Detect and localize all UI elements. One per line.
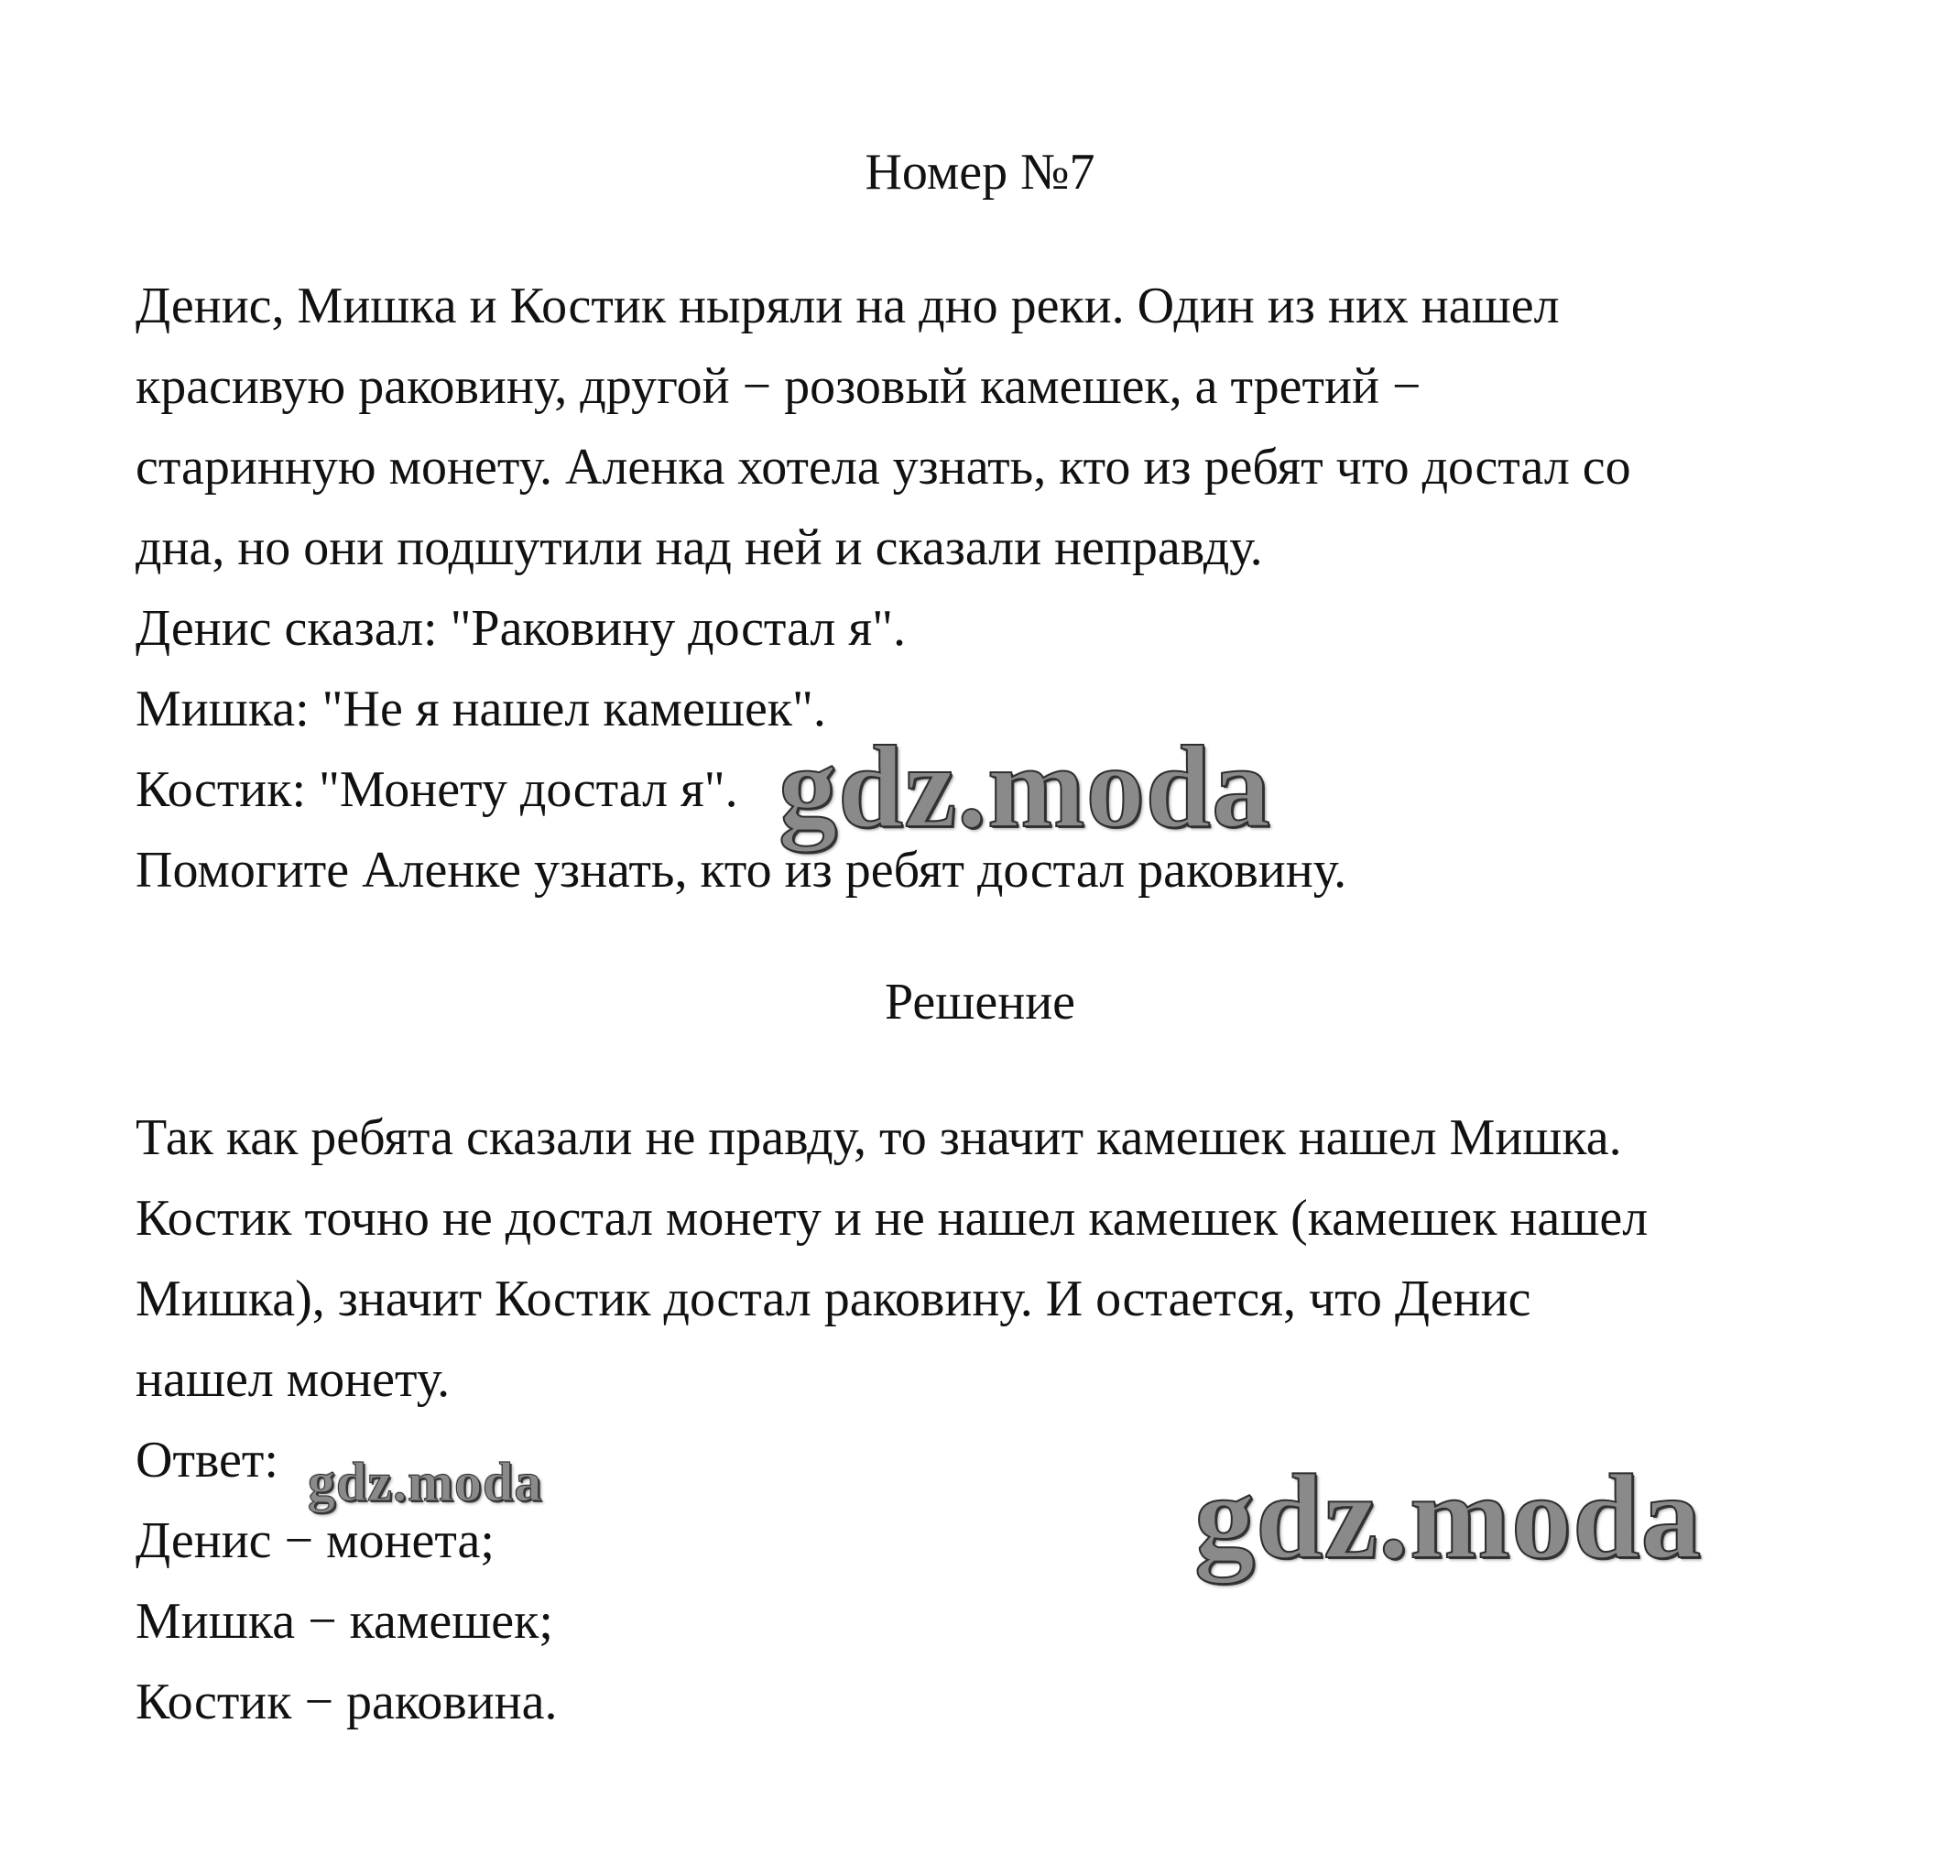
- answer-label: Ответ:: [136, 1432, 278, 1489]
- problem-line: Мишка: "Не я нашел камешек".: [136, 681, 826, 737]
- problem-line: Денис, Мишка и Костик ныряли на дно реки. Один из них нашел: [136, 278, 1560, 334]
- problem-line: Денис сказал: "Раковину достал я".: [136, 600, 906, 657]
- watermark-logo: gdz.moda: [1194, 1449, 1703, 1584]
- solution-line: Мишка), значит Костик достал раковину. И остается, что Денис: [136, 1271, 1531, 1327]
- solution-line: Костик точно не достал монету и не нашел камешек (камешек нашел: [136, 1190, 1649, 1247]
- solution-line: Так как ребята сказали не правду, то значит камешек нашел Мишка.: [136, 1109, 1622, 1166]
- watermark-logo: gdz.moda: [779, 722, 1271, 852]
- answer-line: Костик − раковина.: [136, 1674, 558, 1730]
- answer-line: Денис − монета;: [136, 1512, 495, 1569]
- problem-line: дна, но они подшутили над ней и сказали неправду.: [136, 519, 1263, 576]
- solution-line: нашел монету.: [136, 1351, 451, 1408]
- problem-line: красивую раковину, другой − розовый камешек, а третий −: [136, 358, 1421, 415]
- solution-heading: Решение: [884, 974, 1076, 1031]
- problem-line: Костик: "Монету достал я".: [136, 761, 738, 818]
- problem-line: Помогите Аленке узнать, кто из ребят достал раковину.: [136, 842, 1347, 899]
- problem-line: старинную монету. Аленка хотела узнать, кто из ребят что достал со: [136, 439, 1631, 496]
- watermark-logo: gdz.moda: [308, 1452, 543, 1512]
- page-title: Номер №7: [865, 144, 1095, 201]
- answer-line: Мишка − камешек;: [136, 1593, 553, 1650]
